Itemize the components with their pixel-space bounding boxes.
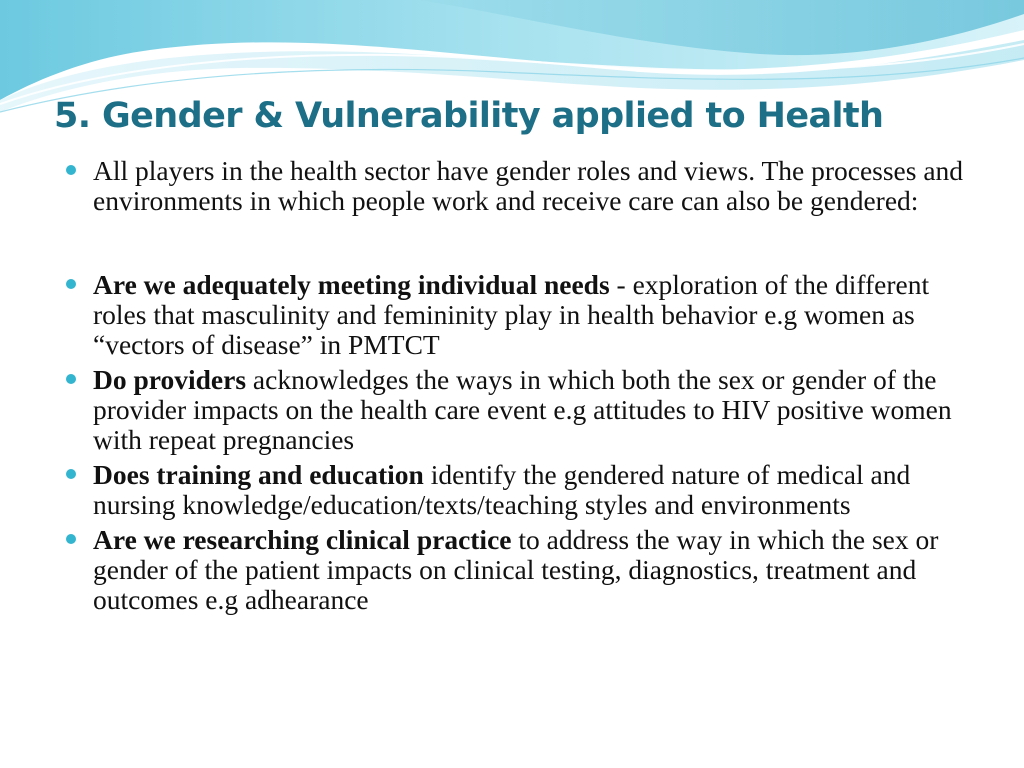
bullet-item [93, 365, 983, 455]
bullet-lead-text: Are we researching clinical practice [93, 524, 512, 555]
bullet-text: - exploration of the different roles that masculinity and femininity play in health behavior e.g women as “vectors of disease” in PMTCT [93, 269, 930, 360]
slide-title: 5. Gender & Vulnerability applied to Health [54, 96, 884, 136]
bullet-text: to address the way in which the sex or gender of the patient impacts on clinical testing, diagnostics, treatment and outcomes e.g adhearance [93, 524, 939, 615]
bullet-text: identify the gendered nature of medical and nursing knowledge/education/texts/teaching styles and environments [93, 459, 911, 520]
bullet-lead-text: Are we adequately meeting individual needs [93, 269, 610, 300]
bullet-text: All players in the health sector have gender roles and views. The processes and environments in which people work and receive care can also be gendered: [93, 155, 964, 216]
bullet-dot-icon [66, 374, 76, 384]
bullet-dot-icon [66, 469, 76, 479]
bullet-list [93, 156, 983, 620]
bullet-dot-icon [66, 534, 76, 544]
bullet-item [93, 156, 983, 216]
bullet-item [93, 460, 983, 520]
bullet-text: acknowledges the ways in which both the sex or gender of the provider impacts on the health care event e.g attitudes to HIV positive women with repeat pregnancies [93, 364, 952, 455]
bullet-item [93, 525, 983, 615]
bullet-lead-text: Do providers [93, 364, 247, 395]
bullet-item [93, 270, 983, 360]
bullet-dot-icon [66, 279, 76, 289]
bullet-dot-icon [66, 165, 76, 175]
bullet-lead-text: Does training and education [93, 459, 424, 490]
